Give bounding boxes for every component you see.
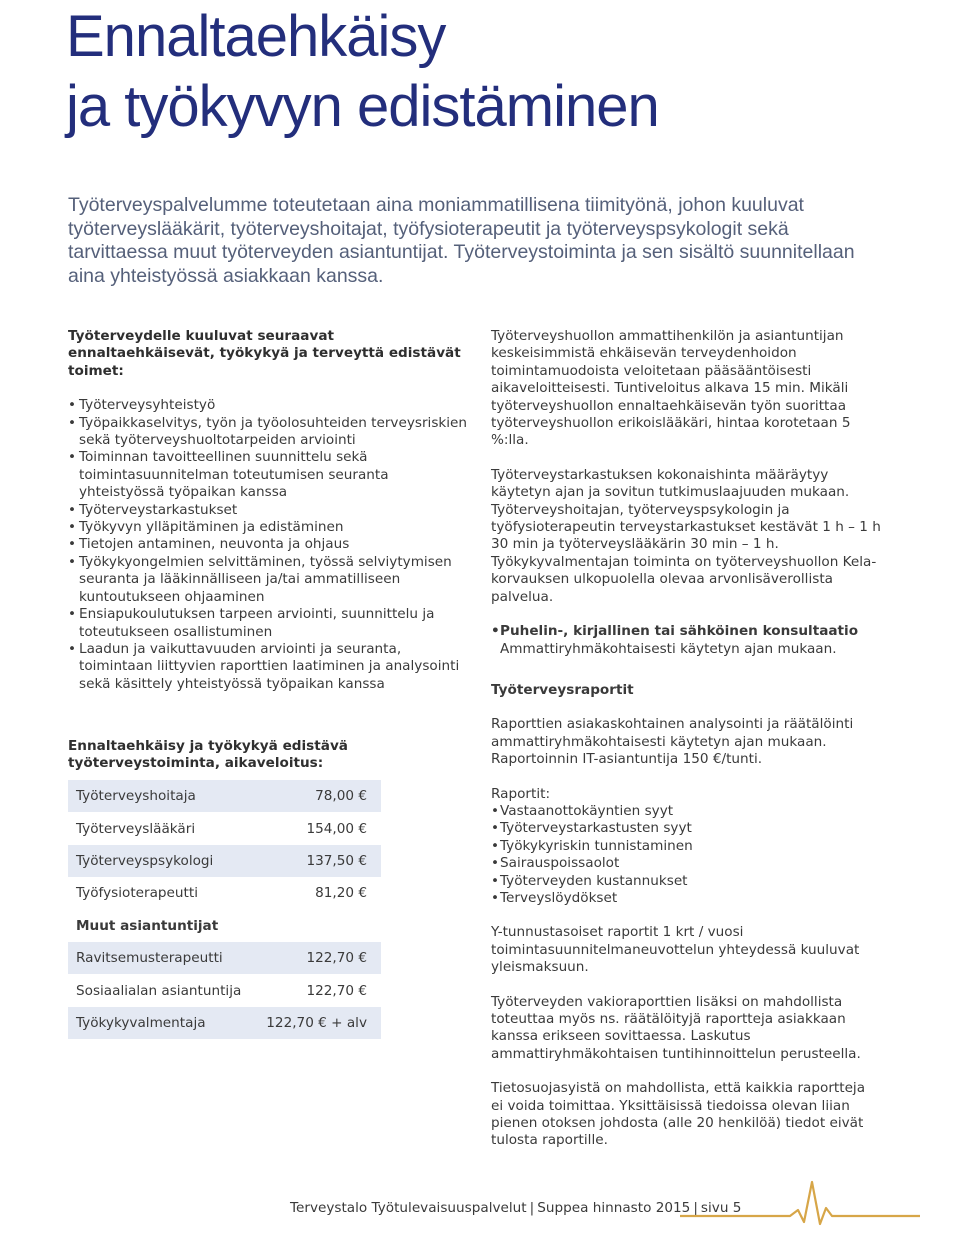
table-row	[68, 780, 381, 812]
list-item: • Tietojen antaminen, neuvonta ja ohjaus	[68, 536, 468, 553]
price-value: 137,50 €	[306, 852, 367, 869]
list-item: • Työkykyriskin tunnistaminen	[491, 838, 881, 855]
services-list	[68, 397, 468, 693]
list-item: • Työterveystarkastusten syyt	[491, 820, 881, 837]
table-row	[68, 942, 381, 974]
page-title	[66, 2, 659, 142]
price-value: 81,20 €	[315, 885, 367, 902]
table-subheading-row	[68, 910, 381, 942]
table-row	[68, 1007, 381, 1039]
list-item: • Laadun ja vaikuttavuuden arviointi ja seuranta, toimintaan liittyvien raporttien laatiminen ja analysointi sekä käsittely yhteistyössä työpaikan kanssa	[68, 641, 468, 693]
consultation-list	[491, 623, 881, 640]
footer-separator: |	[693, 1200, 698, 1216]
y-reports-paragraph: Y-tunnustasoiset raportit 1 krt / vuosi toimintasuunnitelmaneuvottelun yhteydessä kuuluvat yleismaksuun.	[491, 924, 860, 976]
price-name: Työterveyslääkäri	[76, 820, 196, 837]
price-name: Ravitsemusterapeutti	[76, 950, 223, 967]
left-column	[68, 328, 468, 693]
hourly-billing-paragraph: Työterveyshuollon ammattihenkilön ja asiantuntijan keskeisimmistä ehkäisevän terveydenhoidon toimintamuodoista veloitetaan pääsääntöisesti aikaveloitteisesti. Tuntiveloitus alkava 15 min. Mikäli työterveyshuollon ennaltaehkäisevän työn suorittaa työterveyshuollon erikoislääkäri, hintaa korotetaan 5 %:lla.	[491, 328, 851, 449]
price-name: Työterveyshoitaja	[76, 788, 196, 805]
reports-list	[491, 803, 881, 907]
footer-separator: |	[529, 1200, 535, 1216]
list-item: • Ensiapukoulutuksen tarpeen arviointi, suunnittelu ja toteutukseen osallistuminen	[68, 606, 468, 641]
list-item: • Työterveysyhteistyö	[68, 397, 468, 414]
price-value: 78,00 €	[315, 788, 367, 805]
right-column	[491, 328, 881, 1150]
footer	[290, 1200, 741, 1216]
price-name: Sosiaalialan asiantuntija	[76, 982, 242, 999]
title-line-2: ja työkyvyn edistäminen	[66, 74, 659, 139]
footer-document: Suppea hinnasto 2015	[537, 1200, 691, 1216]
consultation-text: Ammattiryhmäkohtaisesti käytetyn ajan mukaan.	[500, 640, 837, 657]
intro-paragraph: Työterveyspalvelumme toteutetaan aina moniammatillisena tiimityönä, johon kuuluvat työterveyslääkärit, työterveyshoitajat, työfysioterapeutit ja työterveyspsykologit sekä tarvittaessa muut työterveyden asiantuntijat. Työterveystoiminta ja sen sisältö suunnitellaan aina yhteistyössä asiakkaan kanssa.	[68, 194, 855, 287]
list-item: • Terveyslöydökset	[491, 890, 881, 907]
privacy-paragraph: Tietosuojasyistä on mahdollista, että kaikkia raportteja ei voida toimittaa. Yksittäisissä tiedoissa olevan liian pienen otoksen johdosta (alle 20 henkilöä) tiedot eivät tulosta raportille.	[491, 1080, 866, 1149]
list-item: • Sairauspoissaolot	[491, 855, 881, 872]
title-line-1: Ennaltaehkäisy	[66, 4, 446, 69]
list-item: • Työterveystarkastukset	[68, 502, 468, 519]
consultation-title: • Puhelin-, kirjallinen tai sähköinen konsultaatio	[491, 623, 881, 640]
health-check-paragraph: Työterveystarkastuksen kokonaishinta määräytyy käytetyn ajan ja sovitun tutkimuslaajuuden mukaan. Työterveyshoitajan, työterveyspsykologin ja työfysioterapeutin terveystarkastukset kestävät 1 h – 1 h 30 min ja työterveyslääkärin 30 min – 1 h. Työkykyvalmentajan toiminta on työterveyshuollon Kela-korvauksen ulkopuolella olevaa arvonlisäverollista palvelua.	[491, 466, 881, 605]
price-value: 122,70 €	[306, 982, 367, 999]
price-value: 154,00 €	[306, 820, 367, 837]
footer-page-number: sivu 5	[700, 1200, 742, 1216]
list-item: • Työpaikkaselvitys, työn ja työolosuhteiden terveysriskien sekä työterveyshuoltotarpeiden arviointi	[68, 415, 468, 450]
reports-paragraph: Raporttien asiakaskohtainen analysointi ja räätälöinti ammattiryhmäkohtaisesti käytetyn ajan mukaan. Raportoinnin IT-asiantuntija 150 €/tunti.	[491, 716, 854, 768]
list-item: • Työterveyden kustannukset	[491, 873, 881, 890]
heartbeat-logo-icon	[680, 1178, 920, 1232]
price-name: Työfysioterapeutti	[76, 885, 198, 902]
reports-label: Raportit:	[491, 785, 551, 802]
pricing-heading: Ennaltaehkäisy ja työkykyä edistävä työterveystoiminta, aikaveloitus:	[68, 738, 348, 772]
reports-heading: Työterveysraportit	[491, 681, 634, 698]
price-table	[68, 780, 381, 1039]
table-row	[68, 845, 381, 877]
price-name: Työterveyspsykologi	[76, 852, 214, 869]
price-name: Työkykyvalmentaja	[76, 1014, 206, 1031]
table-row	[68, 974, 381, 1006]
price-value: 122,70 € + alv	[266, 1014, 367, 1031]
list-item: • Työkykyongelmien selvittäminen, työssä selviytymisen seuranta ja lääkinnälliseen ja/tai ammatilliseen kuntoutukseen ohjaaminen	[68, 554, 468, 606]
price-value: 122,70 €	[306, 950, 367, 967]
table-row	[68, 877, 381, 909]
custom-reports-paragraph: Työterveyden vakioraporttien lisäksi on mahdollista toteuttaa myös ns. räätälöityjä raportteja asiakkaan kanssa erikseen sovittaessa. Laskutus ammattiryhmäkohtaisen tuntihinnoittelun perusteella.	[491, 993, 861, 1062]
list-item: • Vastaanottokäyntien syyt	[491, 803, 881, 820]
list-item: • Toiminnan tavoitteellinen suunnittelu sekä toimintasuunnitelman toteutumisen seuranta yhteistyössä työpaikan kanssa	[68, 449, 468, 501]
table-subheading: Muut asiantuntijat	[76, 917, 219, 934]
footer-company: Terveystalo Työtulevaisuuspalvelut	[290, 1200, 527, 1216]
table-row	[68, 812, 381, 844]
list-item: • Työkyvyn ylläpitäminen ja edistäminen	[68, 519, 468, 536]
services-heading: Työterveydelle kuuluvat seuraavat ennaltaehkäisevät, työkykyä ja terveyttä edistävät toimet:	[68, 328, 461, 379]
